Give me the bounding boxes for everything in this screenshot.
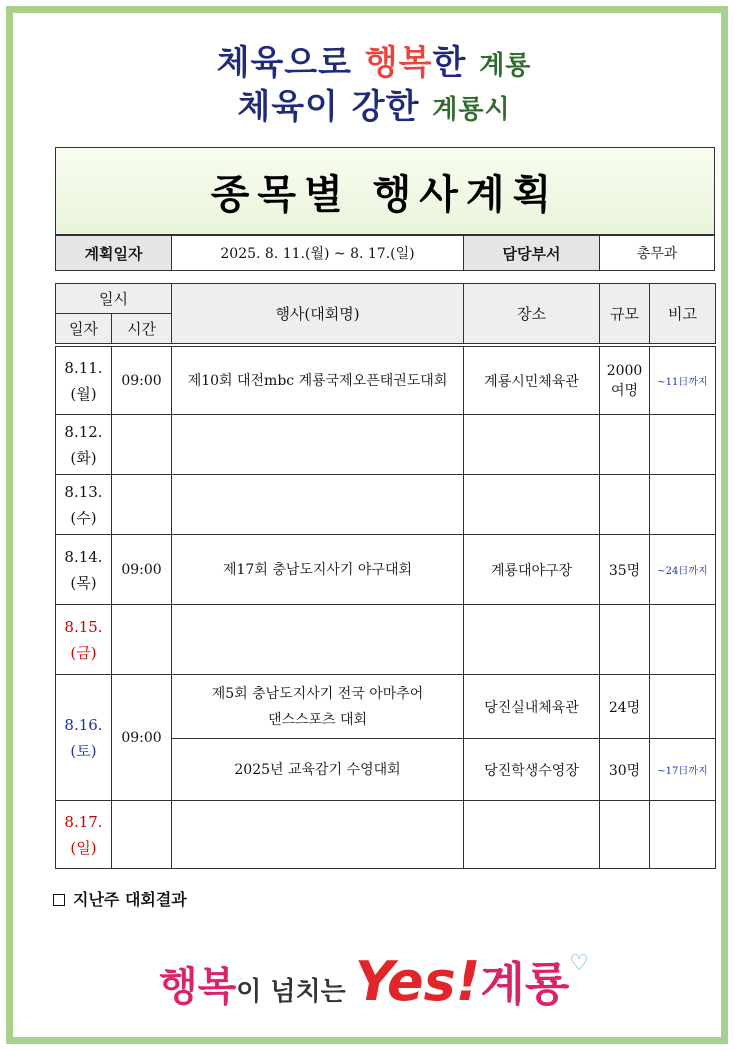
document-title-box — [55, 147, 715, 235]
row-scale: 35명 — [600, 535, 650, 605]
dept-label: 담당부서 — [464, 236, 600, 271]
table-row — [56, 347, 716, 415]
slogan-text: 체육이 강한 — [237, 87, 433, 127]
row-note: ~11日까지 — [650, 347, 716, 415]
header-slogan-line1 — [13, 35, 734, 84]
header-schedule: 일시 — [56, 284, 172, 314]
row-note: ~24日까지 — [650, 535, 716, 605]
row-date: 8.13. (수) — [56, 475, 112, 535]
row-place: 계룡시민체육관 — [464, 347, 600, 415]
row-time: 09:00 — [112, 347, 172, 415]
row-place: 당진학생수영장 — [464, 739, 600, 801]
row-date: 8.14. (목) — [56, 535, 112, 605]
footer-text: 행복 — [158, 964, 237, 1010]
row-event: 제10회 대전mbc 계룡국제오픈태권도대회 — [172, 347, 464, 415]
row-event: 제5회 충남도지사기 전국 아마추어 댄스스포츠 대회 — [172, 675, 464, 739]
slogan-text: 계룡 — [479, 51, 532, 81]
result-label: 지난주 대회결과 — [73, 890, 187, 909]
plan-date-label: 계획일자 — [56, 236, 172, 271]
row-date-holiday: 8.15. (금) — [56, 605, 112, 675]
table-row — [56, 675, 716, 739]
row-scale: 24명 — [600, 675, 650, 739]
slogan-text: 계룡시 — [432, 95, 511, 125]
checkbox-icon — [53, 894, 65, 906]
header-date: 일자 — [56, 314, 112, 344]
row-time: 09:00 — [112, 675, 172, 801]
header-note: 비고 — [650, 284, 716, 344]
footer-text: 이 넘치는 — [236, 977, 355, 1007]
table-row — [56, 801, 716, 869]
plan-info-table — [55, 235, 715, 271]
footer-text: 계룡 — [480, 957, 570, 1011]
row-time: 09:00 — [112, 535, 172, 605]
header-event: 행사(대회명) — [172, 284, 464, 344]
table-row — [56, 535, 716, 605]
slogan-text: 한 — [432, 43, 480, 83]
row-place: 당진실내체육관 — [464, 675, 600, 739]
row-event: 제17회 충남도지사기 야구대회 — [172, 535, 464, 605]
header-slogan-line2 — [13, 79, 734, 128]
row-event: 2025년 교육감기 수영대회 — [172, 739, 464, 801]
row-scale: 2000 여명 — [600, 347, 650, 415]
heart-icon: ♡ — [569, 951, 589, 976]
row-date: 8.11. (월) — [56, 347, 112, 415]
table-row — [56, 475, 716, 535]
plan-date-value: 2025. 8. 11.(월) ~ 8. 17.(일) — [172, 236, 464, 271]
row-scale: 30명 — [600, 739, 650, 801]
row-place: 계룡대야구장 — [464, 535, 600, 605]
page-frame — [6, 6, 728, 1044]
row-date-saturday: 8.16. (토) — [56, 675, 112, 801]
footer-slogan — [13, 948, 734, 1014]
header-scale: 규모 — [600, 284, 650, 344]
dept-value: 총무과 — [600, 236, 715, 271]
last-week-results-heading — [53, 887, 187, 910]
header-place: 장소 — [464, 284, 600, 344]
header-time: 시간 — [112, 314, 172, 344]
schedule-table — [55, 283, 716, 869]
row-date: 8.12. (화) — [56, 415, 112, 475]
row-note — [650, 675, 716, 739]
slogan-text: 행복 — [364, 43, 433, 83]
footer-text: Yes! — [354, 950, 481, 1013]
slogan-text: 체육으로 — [216, 43, 365, 83]
document-title: 종목별 행사계획 — [210, 171, 560, 218]
row-date-holiday: 8.17. (일) — [56, 801, 112, 869]
table-row — [56, 605, 716, 675]
row-note: ~17日까지 — [650, 739, 716, 801]
table-row — [56, 415, 716, 475]
